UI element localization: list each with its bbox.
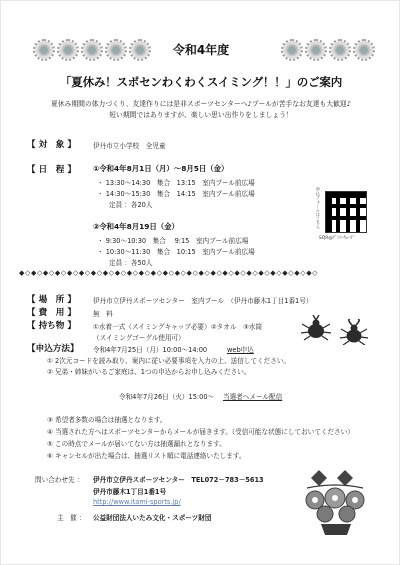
apply-date: 令和4年7月25日（月）10:00～14:00: [93, 346, 208, 354]
main-title: 「夏休み！スポセンわくわくスイミング！！」のご案内: [59, 75, 343, 89]
session1-slot-2: ・ 14:30～15:30 集合 14:15 室内プール前広場: [97, 190, 255, 198]
sun-icon: [331, 41, 349, 59]
session2-slot-2: ・ 10:30～11:30 集合 10:15 室内プール前広場: [97, 248, 255, 256]
sun-icon: [307, 41, 325, 59]
sun-icon: [59, 41, 77, 59]
items-line-2: （スイミングゴーグル使用可）: [93, 334, 185, 342]
apply-step-2: ② 兄弟・姉妹がいるご家庭は、1つの申込からお申し込みください。: [47, 368, 251, 376]
qr-caption: 申込フォームはこちら: [316, 187, 321, 229]
beetle-icon: [299, 315, 333, 341]
intro-text: [21, 99, 381, 120]
contact-address: 伊丹市藤木1丁目1番1号: [93, 488, 167, 496]
apply-label: 【申込方法】: [27, 344, 79, 354]
session2-slot-1: ・ 9:30～10:30 集合 9:15 室内プール前広場: [97, 237, 249, 245]
web-apply-link[interactable]: web申込: [227, 346, 254, 354]
items-label: 【 持ち物 】: [27, 321, 76, 331]
morning-glory-icon: [301, 468, 371, 536]
diamond-divider: ◆◇◆◇◆◇◆◇◆◇◆◇◆◇◆◇◆◇◆◇◆◇◆◇◆◇◆◇◆◇◆◇◆◇◆◇◆◇◆◇◆◇◆◇◆◇◆◇◆◇: [19, 269, 319, 277]
qr-under-text: SQR@ﾃﾞﾝｿｰｳｪｰﾌﾞ: [319, 236, 355, 241]
intro-line-1: 夏休み期間の体力づくり、友達作りには是非スポーツセンターへ♪プールが苦手なお友達も大歓迎♪: [50, 100, 352, 108]
session2-capacity: 定員 ：各50人: [109, 259, 153, 267]
apply-step-1: ① 2次元コードを読み取り、案内に従い必要事項を入力の上、送信してください。: [47, 357, 290, 365]
organizer-label: 主 催 ：: [57, 514, 86, 522]
sun-icon: [35, 41, 53, 59]
notice-text: 当選者へメール配信: [223, 393, 283, 401]
session2-title: ②令和4年8月19日（金）: [93, 222, 179, 231]
note-3: ③ 希望者多数の場合は抽選となります。: [47, 416, 167, 424]
sun-icon: [283, 41, 301, 59]
sun-icon: [107, 41, 125, 59]
year-title: 令和4年度: [172, 43, 230, 57]
sun-decoration-left: [35, 41, 149, 59]
contact-label: 問い合わせ先 ：: [35, 476, 84, 484]
organizer-name: 公益財団法人いたみ文化・スポーツ財団: [93, 514, 212, 522]
session1-slot-1: ・ 13:30～14:30 集合 13:15 室内プール前広場: [97, 179, 255, 187]
place-label: 【 場 所 】: [27, 295, 76, 305]
note-6: ⑥ キャンセルが出た場合は、抽選リスト順に電話連絡いたします。: [47, 452, 246, 460]
note-5: ⑤ この時点でメールが届いてない方は抽選漏れとなります。: [47, 440, 226, 448]
intro-line-2: 短い期間ではありますが、楽しい思い出作りをしましょう！: [109, 110, 293, 119]
session1-capacity: 定員 ：各20人: [109, 201, 153, 209]
fee-value: 無 料: [93, 310, 113, 318]
target-label: 【 対 象 】: [27, 140, 76, 150]
stag-beetle-icon: [337, 319, 371, 345]
schedule-label: 【 日 程 】: [27, 165, 76, 175]
contact-name: 伊丹市立伊丹スポーツセンター TEL072－783－5613: [93, 476, 264, 484]
contact-url-link[interactable]: http://www.itami-sports.jp/: [93, 498, 181, 506]
sun-decoration-right: [283, 41, 373, 59]
place-value: 伊丹市立伊丹スポーツセンター 室内プール （伊丹市藤木1丁目1番1号）: [93, 297, 313, 305]
target-value: 伊丹市立小学校 全児童: [93, 142, 166, 150]
sun-icon: [83, 41, 101, 59]
fee-label: 【 費 用 】: [27, 308, 76, 318]
notice-date: 令和4年7月26日（火）15:00～: [119, 393, 215, 401]
sun-icon: [355, 41, 373, 59]
note-4: ④ 当選された方へはスポーツセンターからメールが届きます。（受信可能な状態にしておいてください）: [47, 428, 354, 436]
items-line-1: ①水着一式（スイミングキャップ必要）②タオル ③水筒: [93, 323, 263, 331]
session1-title: ①令和4年8月1日（月）～8月5日（金）: [93, 164, 229, 173]
sun-icon: [131, 41, 149, 59]
qr-code-icon[interactable]: [325, 191, 367, 233]
